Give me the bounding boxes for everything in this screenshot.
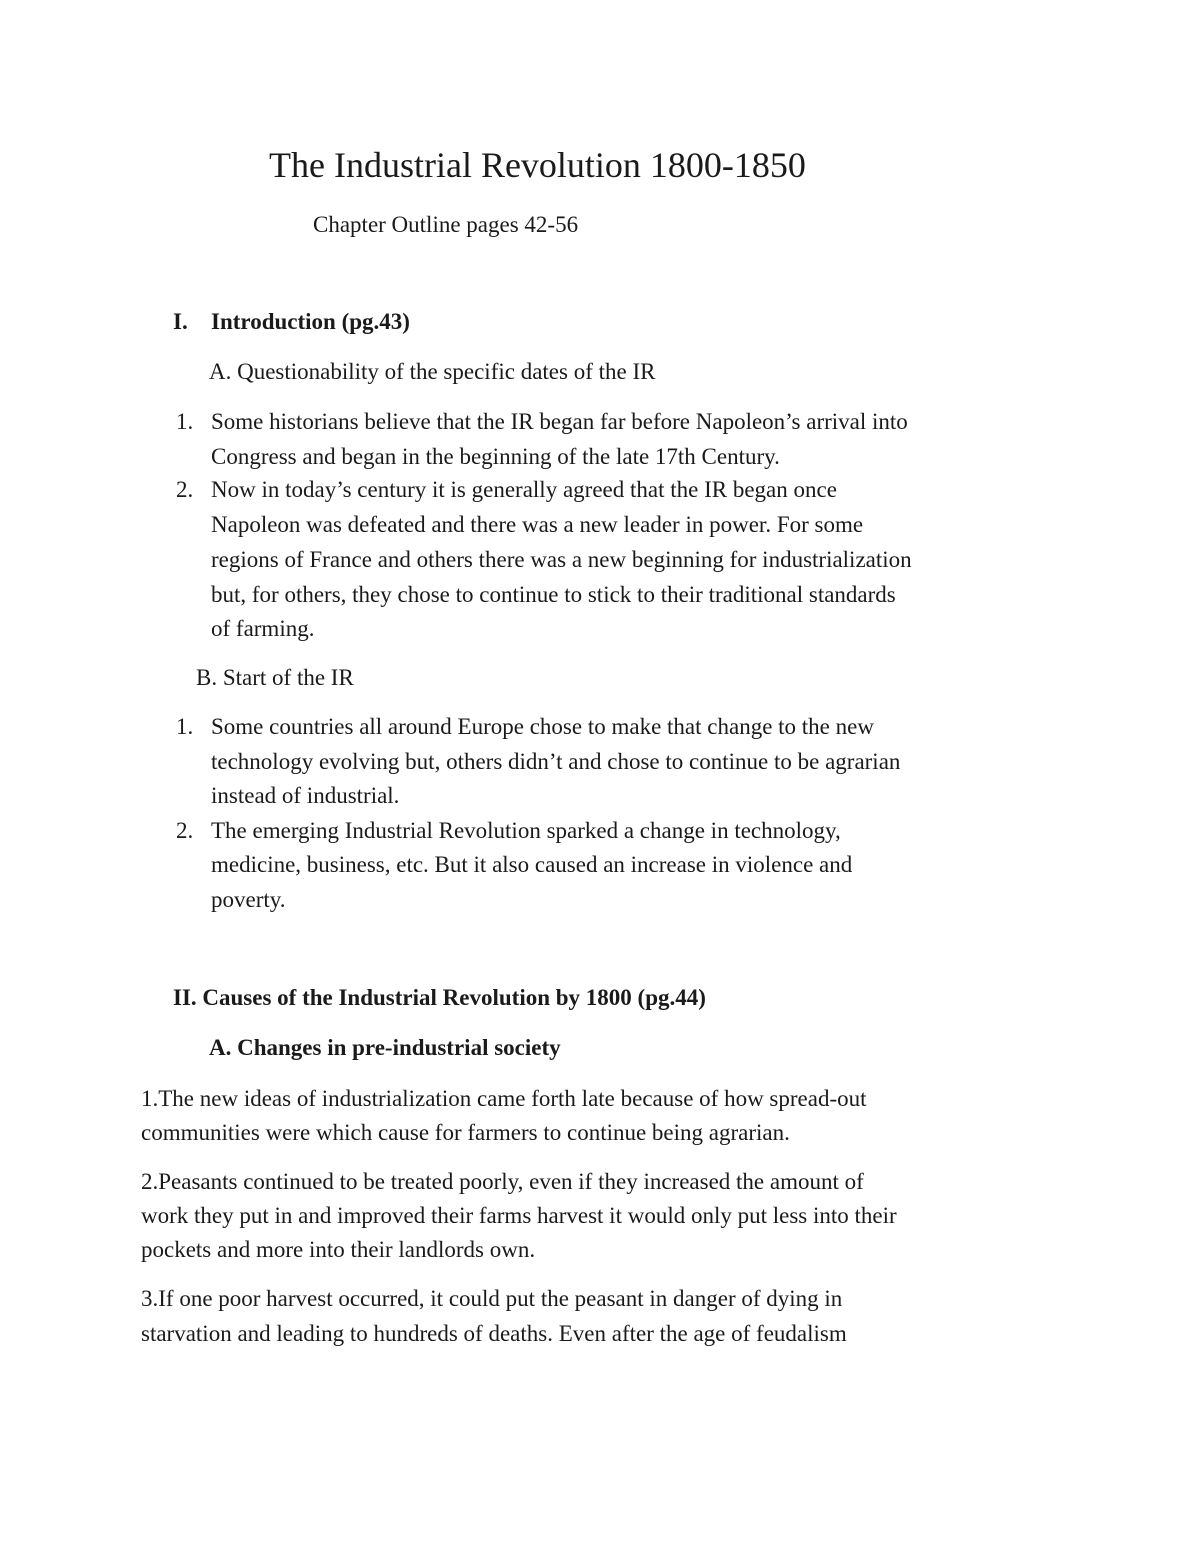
list-item-line: The emerging Industrial Revolution sparked a change in technology, [211,818,841,843]
paragraph-line: starvation and leading to hundreds of deaths. Even after the age of feudalism [141,1321,847,1346]
document-title: The Industrial Revolution 1800-1850 [269,145,806,185]
section-1-numeral: I. [173,309,188,334]
list-item-line: medicine, business, etc. But it also caused an increase in violence and [211,852,853,877]
list-item-number: 1. [176,409,194,434]
list-item-number: 1. [176,714,194,739]
section-1-heading: Introduction (pg.43) [211,309,410,334]
section-1-subsection-b-label: B. Start of the IR [196,665,354,690]
list-item-line: regions of France and others there was a new beginning for industrialization [211,547,912,572]
list-item-number: 2. [176,477,194,502]
paragraph-line: 3.If one poor harvest occurred, it could put the peasant in danger of dying in [141,1286,843,1311]
section-2-subsection-a-label: A. Changes in pre-industrial society [209,1035,561,1060]
list-item-line: but, for others, they chose to continue to stick to their traditional standards [211,582,896,607]
paragraph-line: 2.Peasants continued to be treated poorly, even if they increased the amount of [141,1169,864,1194]
list-item-line: of farming. [211,616,315,641]
document-subtitle: Chapter Outline pages 42-56 [313,212,579,237]
section-2-heading: II. Causes of the Industrial Revolution by 1800 (pg.44) [173,985,706,1010]
paragraph-line: 1.The new ideas of industrialization came forth late because of how spread-out [141,1086,867,1111]
list-item-line: Some countries all around Europe chose to make that change to the new [211,714,874,739]
list-item-line: Congress and began in the beginning of the late 17th Century. [211,444,780,469]
list-item-line: Now in today’s century it is generally agreed that the IR began once [211,477,837,502]
paragraph-line: communities were which cause for farmers to continue being agrarian. [141,1120,790,1145]
section-1-subsection-a-label: A. Questionability of the specific dates of the IR [209,359,656,384]
list-item-line: technology evolving but, others didn’t and chose to continue to be agrarian [211,749,901,774]
paragraph-line: work they put in and improved their farms harvest it would only put less into their [141,1203,897,1228]
paragraph-line: pockets and more into their landlords own. [141,1237,536,1262]
list-item-line: Napoleon was defeated and there was a new leader in power. For some [211,512,864,537]
list-item-number: 2. [176,818,194,843]
list-item-line: instead of industrial. [211,783,400,808]
list-item-line: Some historians believe that the IR began far before Napoleon’s arrival into [211,409,908,434]
list-item-line: poverty. [211,887,286,912]
